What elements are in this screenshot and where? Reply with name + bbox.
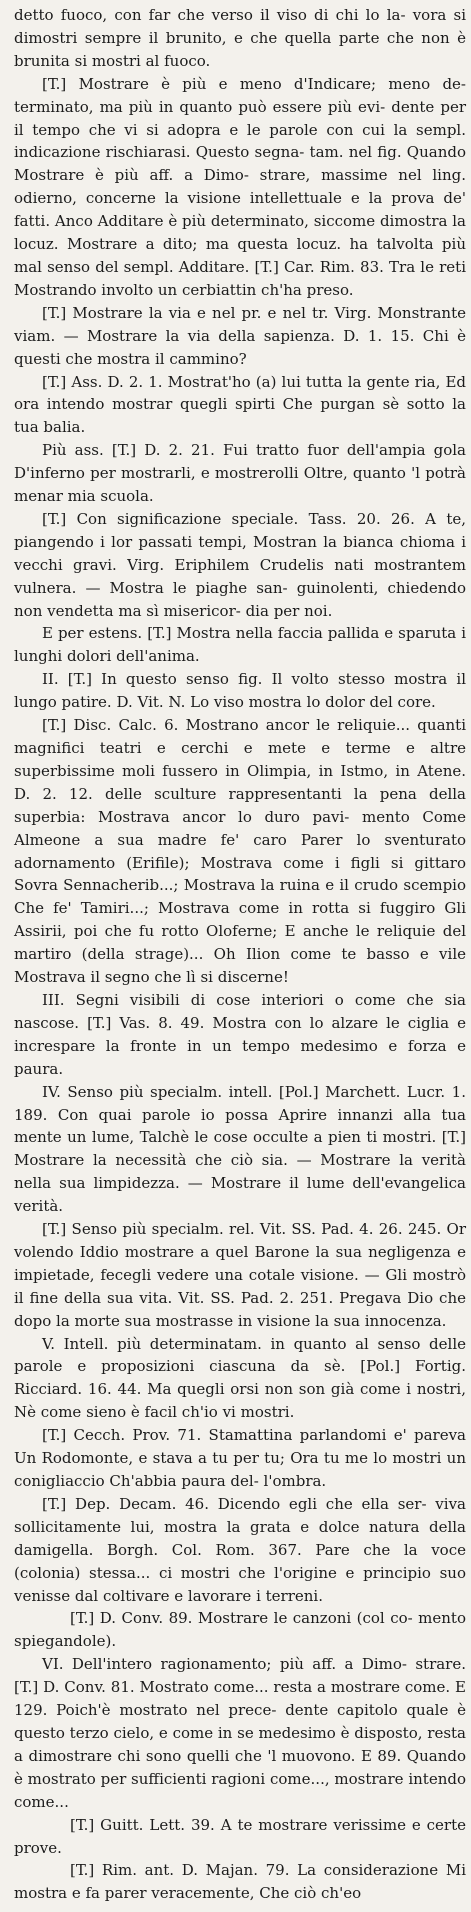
entry-paragraph: [T.] Cecch. Prov. 71. Stamattina parlandomi e' pareva Un Rodomonte, e stava a tu per tu; Ora tu me lo mostri un conigliaccio Ch'abbia paura del- l'ombra.	[14, 1426, 466, 1490]
entry-paragraph: VI. Dell'intero ragionamento; più aff. a Dimo- strare. [T.] D. Conv. 81. Mostrato come... resta a mostrare come. E 129. Poich'è mostrato nel prece- dente capitolo quale è questo terzo cielo, e come in se medesimo è disposto, resta a dimostrare chi sono quelli che 'l muovono. E 89. Quando è mostrato per sufficienti ragioni come..., mostrare intendo come...	[14, 1655, 466, 1811]
entry-paragraph: [T.] D. Conv. 89. Mostrare le canzoni (col co- mento spiegandole).	[14, 1609, 466, 1651]
entry-paragraph: [T.] Mostrare è più e meno d'Indicare; meno de- terminato, ma più in quanto può essere più evi- dente per il tempo che vi si adopra e le parole con cui la sempl. indicazione rischiarasi. Questo segna- tam. nel fig. Quando Mostrare è più aff. a Dimo- strare, massime nel ling. odierno, concerne la visione intellettuale e la prova de' fatti. Anco Additare è più determinato, siccome dimostra la locuz. Mostrare a dito; ma questa locuz. ha talvolta più mal senso del sempl. Additare. [T.] Car. Rim. 83. Tra le reti Mostrando involto un cerbiattin ch'ha preso.	[14, 74, 466, 299]
entry-paragraph: [T.] Mostrare la via e nel pr. e nel tr. Virg. Monstrante viam. — Mostrare la via della sapienza. D. 1. 15. Chi è questi che mostra il cammino?	[14, 303, 466, 368]
entry-paragraph: III. Segni visibili di cose interiori o come che sia nascose. [T.] Vas. 8. 49. Mostra con lo alzare le ciglia e increspare la fronte in un tempo medesimo e forza e paura.	[14, 990, 466, 1078]
entry-paragraph: [T.] Con significazione speciale. Tass. 20. 26. A te, piangendo i lor passati tempi, Mostran la bianca chioma i vecchi gravi. Virg. Eriphilem Crudelis nati mostrantem vulnera. — Mostra le piaghe san- guinolenti, chiedendo non vendetta ma sì misericor- dia per noi.	[14, 509, 466, 620]
entry-paragraph: [T.] Ass. D. 2. 1. Mostrat'ho (a) lui tutta la gente ria, Ed ora intendo mostrar quegli spirti Che purgan sè sotto la tua balia.	[14, 372, 466, 437]
dictionary-column	[14, 4, 466, 1905]
entry-paragraph: detto fuoco, con far che verso il viso di chi lo la- vora si dimostri sempre il brunito, e che quella parte che non è brunita si mostri al fuoco.	[14, 6, 466, 70]
entry-paragraph: [T.] Senso più specialm. rel. Vit. SS. Pad. 4. 26. 245. Or volendo Iddio mostrare a quel Barone la sua negligenza e impietade, fecegli vedere una cotale visione. — Gli mostrò il fine della sua vita. Vit. SS. Pad. 2. 251. Pregava Dio che dopo la morte sua mostrasse in visione la sua innocenza.	[14, 1220, 466, 1330]
entry-paragraph: [T.] Disc. Calc. 6. Mostrano ancor le reliquie... quanti magnifici teatri e cerchi e mete e terme e altre superbissime moli fussero in Olimpia, in Istmo, in Atene. D. 2. 12. delle sculture rappresentanti la pena della superbia: Mostrava ancor lo duro pavi- mento Come Almeone a sua madre fe' caro Parer lo sventurato adornamento (Erifile); Mostrava come i figli si gittaro Sovra Sennacherib...; Mostrava la ruina e il crudo scempio Che fe' Tamiri...; Mostrava come in rotta si fuggiro Gli Assirii, poi che fu rotto Oloferne; E anche le reliquie del martiro (della strage)... Oh Ilion come te basso e vile Mostrava il segno che lì si discerne!	[14, 716, 466, 987]
entry-paragraph: II. [T.] In questo senso fig. Il volto stesso mostra il lungo patire. D. Vit. N. Lo viso mostra lo dolor del core.	[14, 670, 466, 712]
entry-paragraph: [T.] Dep. Decam. 46. Dicendo egli che ella ser- viva sollicitamente lui, mostra la grata e dolce natura della damigella. Borgh. Col. Rom. 367. Pare che la voce (colonia) stessa... ci mostri che l'origine e principio suo venisse dal coltivare e lavorare i terreni.	[14, 1494, 466, 1605]
entry-paragraph: Più ass. [T.] D. 2. 21. Fui tratto fuor dell'ampia gola D'inferno per mostrarli, e mostrerolli Oltre, quanto 'l potrà menar mia scuola.	[14, 441, 466, 506]
entry-paragraph: [T.] Rim. ant. D. Majan. 79. La considerazione Mi mostra e fa parer veracemente, Che ciò ch'eo	[14, 1861, 466, 1903]
entry-paragraph: IV. Senso più specialm. intell. [Pol.] Marchett. Lucr. 1. 189. Con quai parole io possa Aprire innanzi alla tua mente un lume, Talchè le cose occulte a pien ti mostri. [T.] Mostrare la necessità che ciò sia. — Mostrare la verità nella sua limpidezza. — Mostrare il lume dell'evangelica verità.	[14, 1082, 466, 1216]
entry-paragraph: E per estens. [T.] Mostra nella faccia pallida e sparuta i lunghi dolori dell'anima.	[14, 624, 466, 666]
entry-paragraph: [T.] Guitt. Lett. 39. A te mostrare verissime e certe prove.	[14, 1815, 466, 1857]
entry-paragraph: V. Intell. più determinatam. in quanto al senso delle parole e proposizioni ciascuna da sè. [Pol.] Fortig. Ricciard. 16. 44. Ma quegli orsi non son già come i nostri, Nè come sieno è facil ch'io vi mostri.	[14, 1334, 466, 1422]
